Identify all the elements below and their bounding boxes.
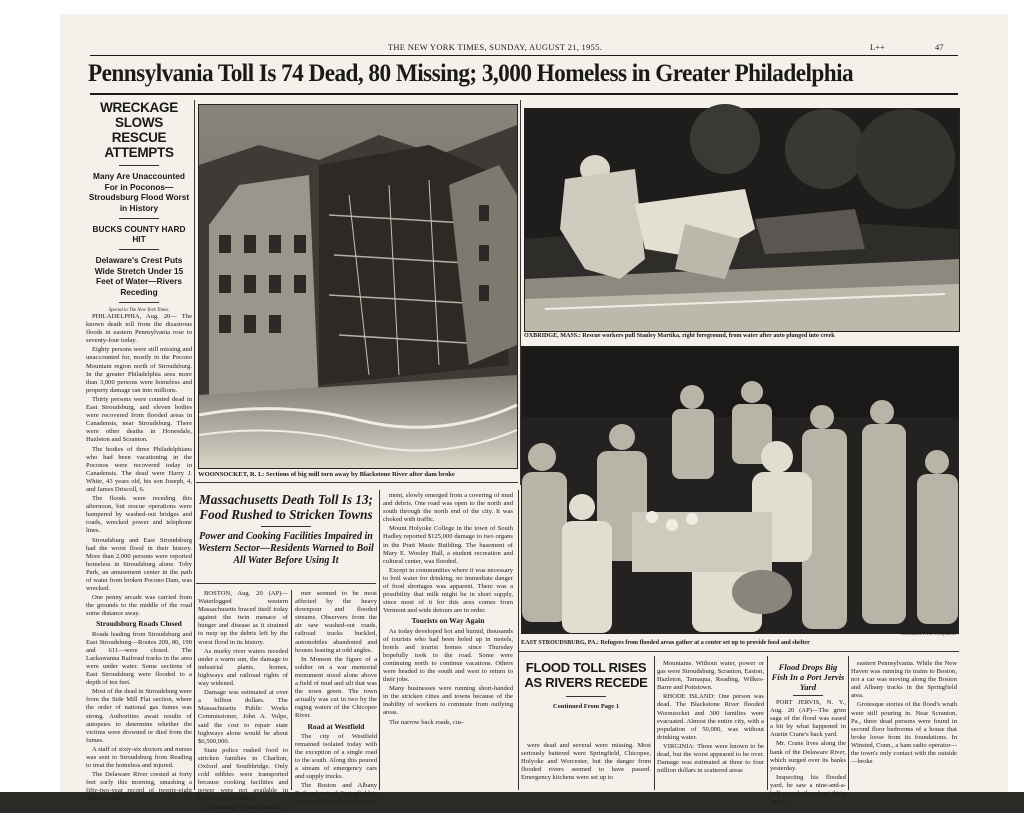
flood-toll-col-1 (521, 742, 651, 790)
fish-headline: Flood Drops Big Fish In a Port Jervis Yard (771, 662, 845, 692)
headline-divider (566, 696, 606, 697)
column-rule (654, 656, 655, 790)
paragraph: ment, slowly emerged from a covering of mud and debris. One road was open to the north and south through the north end of the city. It was choked with traffic. (383, 492, 513, 524)
paragraph: Eighty persons were still missing and unaccounted for, mostly in the Pocono Mountain region north of Stroudsburg. In the greater Philadelphia area more than 3,000 persons were homeless and property damage ran into millions. (86, 346, 192, 394)
paragraph: The Delaware River crested at forty feet early this morning, smashing a fifty-two-year record of twenty-eight and one-tenth (86, 771, 192, 803)
paragraph: eastern Pennsylvania. While the New Haven was running its trains to Boston, not a car was moving along the Boston and Albany tracks in the Springfield area. (851, 660, 957, 700)
paragraph: The narrow back roads, cus- (389, 718, 464, 726)
flood-toll-headline-line-1: FLOOD TOLL RISES (525, 660, 647, 675)
mill-photo (198, 104, 518, 469)
paragraph: mer seemed to be most affected by the heavy downpour and flooded streams. Observers from the air saw washed-out roads, railroad tracks buckled, automobiles abandoned and houses leaning at odd angles. (295, 590, 377, 654)
deck-divider (119, 302, 159, 303)
paragraph: Inspecting his flooded yard, he saw a nine-and-a-half-pound pike, about thirty inches (770, 773, 846, 806)
headline-divider (793, 695, 823, 696)
paragraph: The city of Westfield remained isolated today with the exception of a single road to the south. Along this poured a stream of emergency cars and supply trucks. (295, 732, 377, 781)
section-marker: L++ (870, 42, 885, 52)
paragraph: As today developed hot and humid, thousands of tourists who had been holed up in motels, hotels and tourist homes since Thursday hopefully took to the road. Some were continuing north to continue vacations. Others were headed to the south and west to return to their jobs. (383, 627, 513, 684)
column-rule (767, 656, 768, 790)
rescue-photo-caption: OXBRIDGE, MASS.: Rescue workers pull Stanley Martika, right foreground, from water after auto plunged into creek (524, 333, 835, 339)
paragraph: Grotesque stories of the flood's wrath were still pouring in. Near Scranton, Pa., three dead persons were found in second floor bedrooms of a house that broke loose from its foundations. In Winsted, Conn., a ham radio operator—the town's only contact with the outside—broke (851, 701, 957, 766)
running-head: THE NEW YORK TIMES, SUNDAY, AUGUST 21, 1955. (387, 42, 603, 52)
mass-col-2 (295, 590, 377, 806)
byline: Special to The New York Times. (108, 308, 170, 313)
fish-story-body (770, 699, 846, 806)
flood-toll-headline (521, 660, 651, 710)
paragraph: Except in communities where it was necessary to boil water for drinking, no immediate danger of food shortages was apparent. There was a possibility that milk might be in short supply, since most of it for this area comes from Vermont and wide detours are in order. (383, 566, 513, 615)
column-rule (518, 490, 519, 790)
subhead: Road at Westfield (307, 721, 365, 731)
paragraph: State police rushed food to stricken families in Charlton, Oxford and Southbridge. Only cold edibles were transported because cooking facilities and power were not available in several communities. (198, 746, 288, 803)
paragraph: The bodies of three Philadelphians who had been vacationing in the Poconos were recovered today in Canadensis. The dead were Harry J. White, 43 years old, his son Joseph, 4, and James Driscoll, 6. (86, 445, 192, 493)
mass-deck: Power and Cooking Facilities Impaired in Western Sector—Residents Warned to Boil All Water Before Using It (198, 531, 374, 566)
paragraph: In Monson the figure of a soldier on a war memorial monument stood alone above a field of mud and silt that was the town green. The town actually was cut in two by the raging waters of the Chicopee River. (295, 655, 377, 720)
headline-divider (119, 165, 159, 166)
left-story (86, 100, 192, 803)
flood-toll-col-2 (657, 660, 764, 790)
banner-headline: Pennsylvania Toll Is 74 Dead, 80 Missing; 3,000 Homeless in Greater Philadelphia (88, 60, 854, 87)
deck-divider (119, 218, 159, 219)
paragraph: A staff of sixty-six doctors and nurses was sent to Stroudsburg from Reading to treat the homeless and injured. (86, 745, 192, 770)
column-rule (291, 590, 292, 790)
continued-line: Continued From Page 1 (552, 703, 620, 710)
page-number: 47 (935, 42, 944, 52)
left-headline-line-2: RESCUE ATTEMPTS (104, 130, 174, 160)
paragraph: Most of the dead in Stroudsburg were from the Side Mill Flat section, where the order of national gas fumes was strong. Authorities await results of autopsies to determine whether the victims were drowned or died from the fumes. (86, 688, 192, 744)
left-deck-3: Delaware's Crest Puts Wide Stretch Under 15 Feet of Water—Rivers Receding (94, 255, 184, 297)
paragraph: Thirty persons were counted dead in East Stroudsburg, and eleven bodies were recovered from flooded areas in Canadensis, near Stroudsburg. There were other deaths in Honesdale, Hazleton and Scranton. (86, 395, 192, 444)
rescue-photo (524, 108, 960, 332)
paragraph: The shortage of water and the (204, 804, 283, 812)
mass-col-3 (383, 492, 513, 790)
caption-rule (196, 482, 518, 483)
paragraph: Many businesses were running short-handed in the stricken cities and towns because of the inability of workers to commute from outlying areas. (383, 685, 513, 717)
mass-headline (196, 492, 376, 567)
mass-col-1 (198, 590, 288, 812)
left-story-body (86, 313, 192, 803)
subhead: Stroudsburg Roads Closed (96, 619, 182, 629)
column-rule (194, 100, 195, 790)
right-col (851, 660, 957, 790)
photo-credit: Associated Press Wirephotos (900, 632, 956, 637)
shelter-photo (521, 346, 959, 634)
left-headline-line-1: WRECKAGE SLOWS (100, 100, 178, 130)
paragraph: Mountains. Without water, power or gas were Stroudsburg, Scranton, Easton, Hazleton, Tamaqua, Reading, Wilkes-Barre and Pottstown. (657, 660, 764, 692)
rescue-photo-image (525, 109, 959, 331)
paragraph: VIRGINIA: Three were known to be dead, but the worst appeared to be over. Damage was estimated at three to four million dollars in scattered areas (657, 742, 764, 775)
column-rule (379, 490, 380, 790)
left-deck-2: BUCKS COUNTY HARD HIT (92, 224, 186, 244)
masthead-rule (90, 55, 958, 56)
column-rule (520, 100, 521, 485)
mass-headline-text: Massachusetts Death Toll Is 13; Food Rushed to Stricken Towns (199, 492, 373, 522)
paragraph: were dead and several were missing. Most seriously battered were Springfield, Chicopee, Holyoke and Worcester, but the danger from flooded rivers seemed to have passed. Emergency kitchens were set up to (521, 742, 651, 782)
paragraph: Mount Holyoke College in the town of South Hadley reported $125,000 damage to two organs in the Pratt Music Building. The basement of Mary E. Wooley Hall, a student recreation and cultural center, was flooded. (383, 525, 513, 565)
paragraph: Roads leading from Stroudsburg and East Stroudsburg—Routes 209, 80, 190 and 611—were closed. The Lackawanna Railroad tracks in the area were under water. Some sections of East Stroudsburg were flooded to a depth of ten feet. (86, 630, 192, 687)
paragraph: BOSTON, Aug. 20 (AP)—Waterlogged western Massachusetts braced itself today against the twin menace of hunger and disease as it strained to mop up the debris left by the worst flood in its history. (198, 590, 288, 646)
column-rule (848, 656, 849, 790)
left-deck-1: Many Are Unaccounted For in Poconos—Stroudsburg Flood Worst in History (88, 171, 190, 213)
subhead: Tourists on Way Again (411, 616, 485, 626)
deck-rule (196, 583, 376, 584)
paragraph: Stroudsburg and East Stroudsburg had the worst flood in their history. More than 2,000 persons were reported homeless in Stroudsburg alone. Toby Park, an amusement center in the path of water from broken Pocono Dam, was wrecked. (86, 536, 192, 593)
shelter-photo-image (522, 347, 958, 633)
caption-rule (519, 651, 959, 652)
flood-toll-headline-line-2: AS RIVERS RECEDE (524, 675, 648, 690)
mill-photo-caption: WOONSOCKET, R. I.: Sections of big mill torn away by Blackstone River after dam broke (198, 471, 455, 478)
fish-story (770, 662, 846, 806)
paragraph: Damage was estimated at over a billion dollars. The Massachusetts Public Works Commissioner, John A. Volpe, said the cost to repair state highways alone would be about $6,500,000. (198, 689, 288, 745)
paragraph: PORT JERVIS, N. Y., Aug. 20 (AP)—The grim saga of the flood was eased a bit by what happened in Austin Crane's back yard. (770, 699, 846, 739)
paragraph: As murky river waters receded under a warm sun, the damage to industrial plants, homes, highways and railroad rights of way widened. (198, 647, 288, 688)
paragraph: Mr. Crane lives along the bank of the Delaware River, which surged over its banks yesterday. (770, 740, 846, 772)
paragraph: The floods were receding this afternoon, but rescue operations were hampered by washed-out bridges and roads, wrecked power and telephone lines. (86, 495, 192, 535)
shelter-photo-caption: EAST STROUDSBURG, PA.: Refugees from flooded areas gather at a center set up to provide food and shelter (521, 640, 810, 646)
paragraph: PHILADELPHIA, Aug. 20— The known death toll from the disastrous floods in eastern Pennsylvania rose to seventy-four today. (86, 313, 192, 345)
deck-divider (119, 249, 159, 250)
paragraph: The Boston and Albany Railroad out of Springfield is expected to be idle for several (295, 782, 377, 806)
banner-rule (90, 93, 958, 95)
paragraph: RHODE ISLAND: One person was dead. The Blackstone River flooded Woonsocket and 300 families were evacuated. Almost the entire city, with a population of 50,000, was without drinking water. (657, 693, 764, 741)
headline-divider (261, 526, 311, 527)
paragraph: One penny arcade was carried from the grounds to the middle of the road some distance away. (86, 594, 192, 618)
mill-photo-image (199, 105, 517, 468)
